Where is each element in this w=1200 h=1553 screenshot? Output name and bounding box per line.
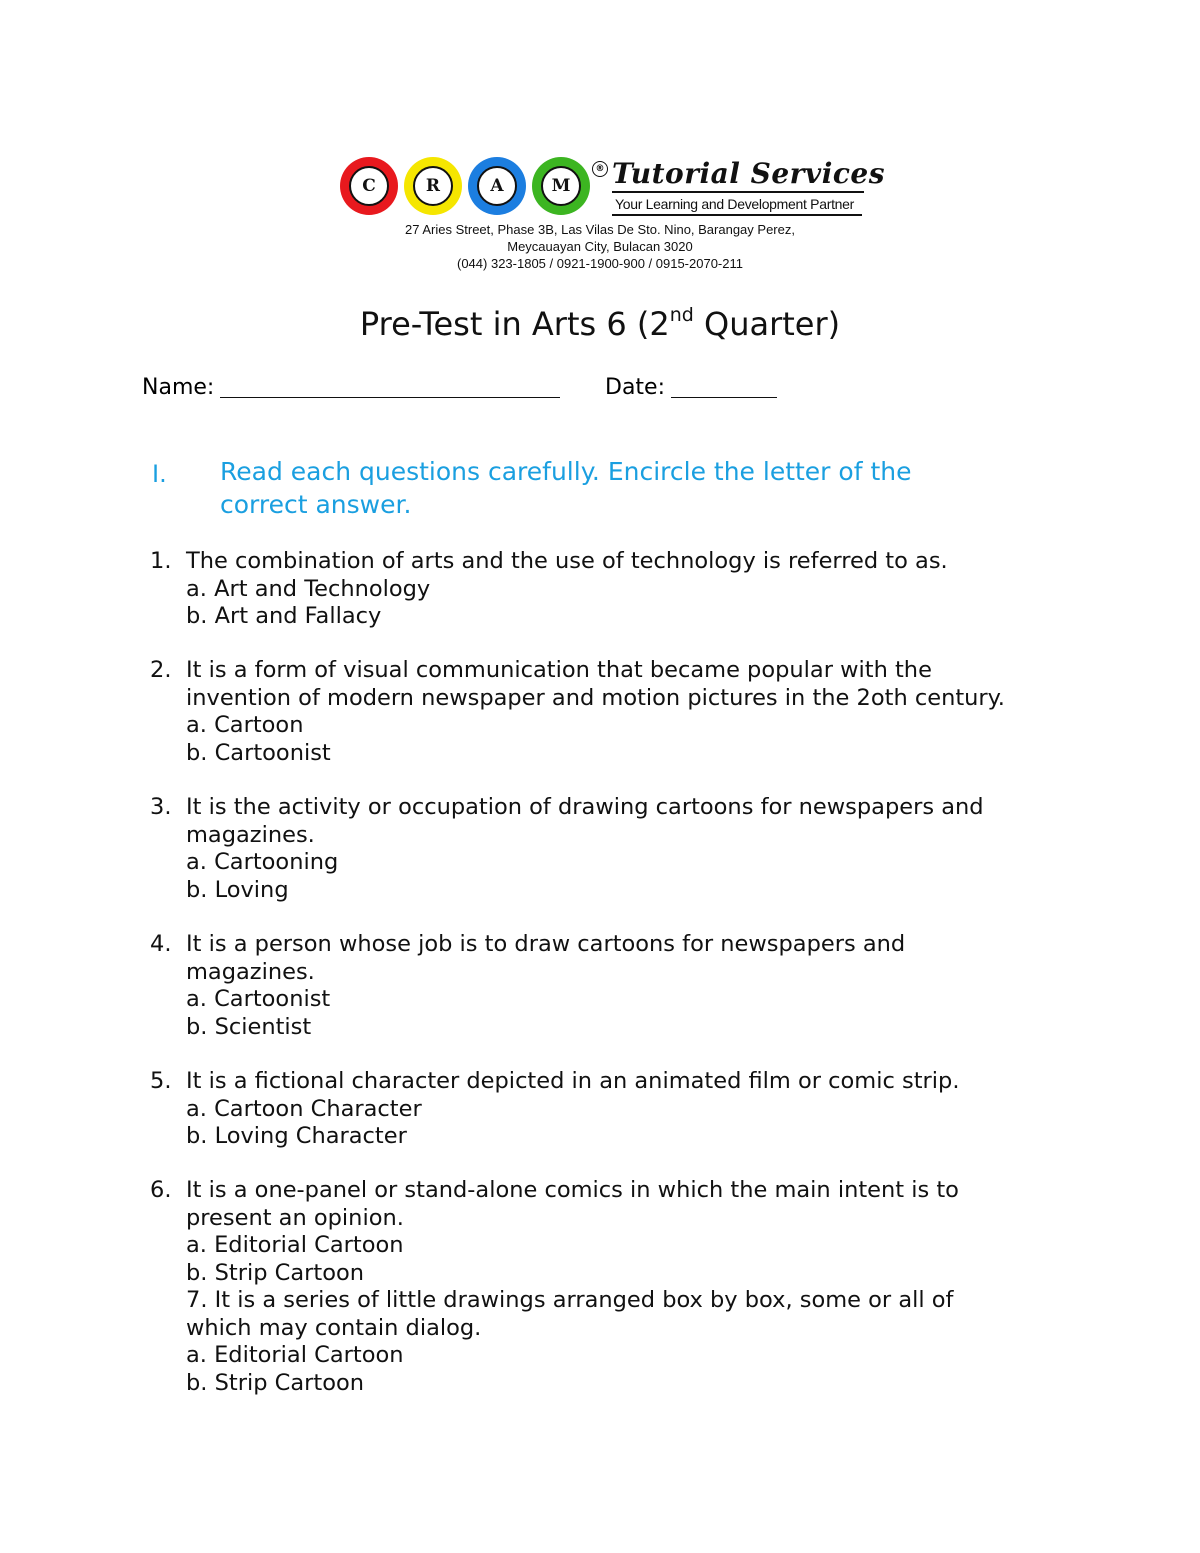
instructions: Read each questions carefully. Encircle the letter of the correct answer. — [220, 457, 912, 519]
name-blank[interactable] — [220, 375, 560, 398]
question-text: magazines. — [186, 958, 315, 985]
phone-line: (044) 323-1805 / 0921-1900-900 / 0915-2070-211 — [457, 256, 743, 271]
answer-choice[interactable]: b. Art and Fallacy — [186, 603, 382, 629]
logo-circle-yellow: R — [404, 157, 462, 215]
question-text: 7. It is a series of little drawings arranged box by box, some or all of — [186, 1287, 954, 1313]
answer-choice[interactable]: b. Cartoonist — [186, 739, 331, 766]
brand-underline — [612, 191, 864, 193]
date-label: Date: — [605, 375, 665, 400]
brand-name: Tutorial Services — [612, 157, 885, 190]
address-line: 27 Aries Street, Phase 3B, Las Vilas De Sto. Nino, Barangay Perez, — [405, 222, 795, 237]
question-number: 6. — [150, 1177, 172, 1203]
answer-choice[interactable]: b. Strip Cartoon — [186, 1259, 364, 1286]
question-text: invention of modern newspaper and motion pictures in the 2oth century. — [186, 684, 1005, 711]
question-number: 5. — [150, 1068, 172, 1094]
answer-choice[interactable]: b. Strip Cartoon — [186, 1369, 364, 1396]
answer-choice[interactable]: a. Editorial Cartoon — [186, 1232, 404, 1258]
name-field — [142, 375, 560, 400]
registered-mark: ® — [592, 161, 608, 177]
address-line: Meycauayan City, Bulacan 3020 — [507, 239, 693, 254]
question-text: magazines. — [186, 821, 315, 848]
answer-choice[interactable]: a. Cartoon — [186, 712, 304, 738]
question-text: It is a fictional character depicted in an animated film or comic strip. — [186, 1068, 960, 1094]
answer-choice[interactable]: a. Cartoonist — [186, 986, 331, 1012]
section-number: I. — [152, 460, 167, 488]
question-text: It is a one-panel or stand-alone comics in which the main intent is to — [186, 1177, 959, 1203]
question-number: 4. — [150, 931, 172, 957]
letterhead-logo — [340, 155, 885, 275]
logo-circle-red: C — [340, 157, 398, 215]
logo-circle-green: M — [532, 157, 590, 215]
date-field — [605, 375, 777, 400]
question-number: 1. — [150, 548, 172, 574]
date-blank[interactable] — [671, 375, 777, 398]
answer-choice[interactable]: a. Art and Technology — [186, 575, 431, 602]
tagline-underline — [612, 214, 862, 216]
answer-choice[interactable]: b. Scientist — [186, 1013, 312, 1040]
name-label: Name: — [142, 375, 215, 400]
answer-choice[interactable]: a. Editorial Cartoon — [186, 1342, 404, 1368]
brand-tagline: Your Learning and Development Partner — [615, 196, 854, 212]
address-block — [340, 221, 860, 272]
question-text: It is a form of visual communication that became popular with the — [186, 657, 932, 683]
answer-choice[interactable]: a. Cartooning — [186, 849, 339, 875]
question-number: 2. — [150, 657, 172, 683]
page-title: Pre-Test in Arts 6 (2nd Quarter) — [359, 304, 841, 343]
question-number: 3. — [150, 794, 172, 820]
question-text: present an opinion. — [186, 1204, 404, 1231]
question-text: It is the activity or occupation of drawing cartoons for newspapers and — [186, 794, 984, 820]
answer-choice[interactable]: b. Loving — [186, 876, 289, 903]
answer-choice[interactable]: b. Loving Character — [186, 1123, 407, 1149]
logo-circle-blue: A — [468, 157, 526, 215]
question-text: The combination of arts and the use of technology is referred to as. — [186, 548, 948, 574]
question-text: which may contain dialog. — [186, 1314, 482, 1341]
answer-choice[interactable]: a. Cartoon Character — [186, 1095, 422, 1122]
question-text: It is a person whose job is to draw cartoons for newspapers and — [186, 931, 906, 957]
